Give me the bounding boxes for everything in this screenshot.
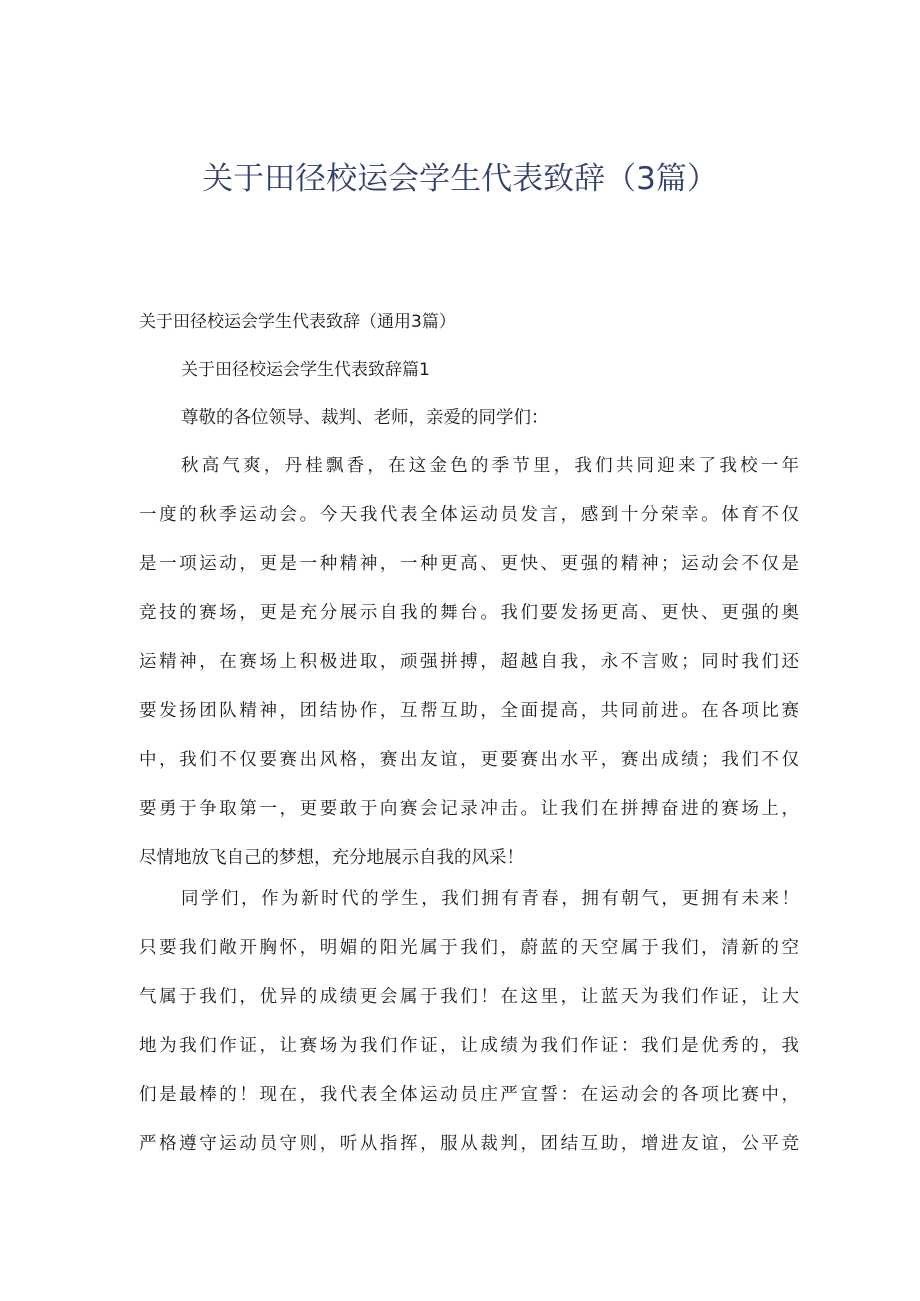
paragraph-line: 们是最棒的！现在，我代表全体运动员庄严宣誓：在运动会的各项比赛中， — [139, 1085, 799, 1105]
paragraph-line: 竞技的赛场，更是充分展示自我的舞台。我们要发扬更高、更快、更强的奥 — [139, 603, 799, 623]
paragraph-line: 是一项运动，更是一种精神，一种更高、更快、更强的精神；运动会不仅是 — [139, 554, 799, 574]
paragraph-line: 同学们，作为新时代的学生，我们拥有青春，拥有朝气，更拥有未来！ — [181, 889, 799, 909]
chapter-heading: 关于田径校运会学生代表致辞篇1 — [181, 360, 430, 380]
paragraph-line: 要勇于争取第一，更要敢于向赛会记录冲击。让我们在拼搏奋进的赛场上， — [139, 799, 799, 819]
body-paragraph — [139, 875, 799, 1169]
document-title: 关于田径校运会学生代表致辞（3篇） — [202, 161, 718, 197]
body-paragraph — [139, 442, 799, 883]
paragraph-line: 秋高气爽，丹桂飘香，在这金色的季节里，我们共同迎来了我校一年 — [181, 456, 799, 476]
salutation: 尊敬的各位领导、裁判、老师，亲爱的同学们： — [181, 408, 549, 428]
document-subtitle: 关于田径校运会学生代表致辞（通用3篇） — [139, 312, 456, 332]
paragraph-line: 尽情地放飞自己的梦想，充分地展示自我的风采！ — [139, 848, 524, 868]
paragraph-line: 一度的秋季运动会。今天我代表全体运动员发言，感到十分荣幸。体育不仅 — [139, 505, 799, 525]
paragraph-line: 要发扬团队精神，团结协作，互帮互助，全面提高，共同前进。在各项比赛 — [139, 701, 799, 721]
paragraph-line: 只要我们敞开胸怀，明媚的阳光属于我们，蔚蓝的天空属于我们，清新的空 — [139, 938, 799, 958]
paragraph-line: 严格遵守运动员守则，听从指挥，服从裁判，团结互助，增进友谊，公平竞 — [139, 1134, 799, 1154]
paragraph-line: 运精神，在赛场上积极进取，顽强拼搏，超越自我，永不言败；同时我们还 — [139, 652, 799, 672]
paragraph-line: 中，我们不仅要赛出风格，赛出友谊，更要赛出水平，赛出成绩；我们不仅 — [139, 750, 799, 770]
paragraph-line: 气属于我们，优异的成绩更会属于我们！在这里，让蓝天为我们作证，让大 — [139, 987, 799, 1007]
paragraph-line: 地为我们作证，让赛场为我们作证，让成绩为我们作证：我们是优秀的，我 — [139, 1036, 799, 1056]
